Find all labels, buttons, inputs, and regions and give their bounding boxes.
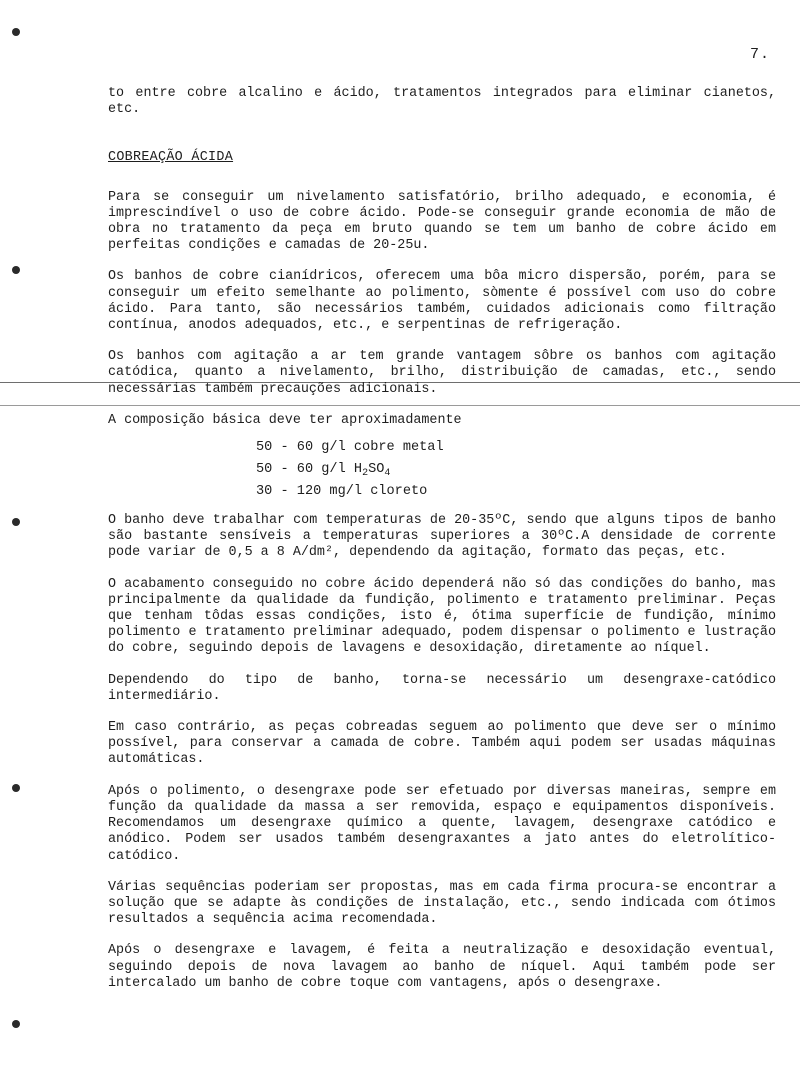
intro-paragraph: to entre cobre alcalino e ácido, tratamentos integrados para eliminar cianetos, etc. — [108, 86, 776, 118]
paragraph-7: Dependendo do tipo de banho, torna-se necessário um desengraxe-catódico intermediário. — [108, 672, 776, 704]
paragraph-1: Para se conseguir um nivelamento satisfatório, brilho adequado, e economia, é imprescindível o uso de cobre ácido. Pode-se conseguir grande economia de mão de obra no tratamento da peça em bruto quando se tem um banho de cobre ácido em perfeitas condições e camadas de 20-25u. — [108, 189, 776, 254]
punch-hole-mark — [12, 518, 20, 526]
paragraph-6: O acabamento conseguido no cobre ácido dependerá não só das condições do banho, mas principalmente da qualidade da fundição, polimento e tratamento preliminar. Peças que tenham tôdas essas condições, isto é, ótima superfície de fundição, mínimo polimento e tratamento preliminar adequado, podem dispensar o polimento e lustração do cobre, seguindo depois de lavagens e desoxidação, diretamente ao níquel. — [108, 576, 776, 657]
composition-line: 50 - 60 g/l $H_2SO_4$ — [256, 462, 391, 480]
document-body — [108, 86, 776, 992]
page-number: 7. — [749, 46, 770, 63]
paragraph-10: Várias sequências poderiam ser propostas, mas em cada firma procura-se encontrar a solução que se adapte às condições de instalação, etc., sendo indicada com ótimos resultados a sequência acima recomendada. — [108, 879, 776, 928]
punch-hole-mark — [12, 266, 20, 274]
paragraph-2: Os banhos de cobre cianídricos, oferecem uma bôa micro dispersão, porém, para se conseguir um efeito semelhante ao polimento, sòmente é possível com uso do cobre ácido. Para tanto, são necessários também, cuidados adicionais como filtração contínua, anodos adequados, etc., e serpentinas de refrigeração. — [108, 269, 776, 334]
composition-line: 50 - 60 g/l cobre metal — [256, 440, 444, 456]
paragraph-8: Em caso contrário, as peças cobreadas seguem ao polimento que deve ser o mínimo possível, para conservar a camada de cobre. Também aqui podem ser usadas máquinas automáticas. — [108, 720, 776, 768]
composition-list — [256, 437, 776, 503]
paragraph-4: A composição básica deve ter aproximadamente — [108, 412, 462, 428]
paragraph-5: O banho deve trabalhar com temperaturas de 20-35ºC, sendo que alguns tipos de banho são bastante sensíveis a temperaturas superiores a 30ºC.A densidade de corrente pode variar de 0,5 a 8 A/dm², dependendo da agitação, formato das peças, etc. — [108, 513, 776, 561]
punch-hole-mark — [12, 1020, 20, 1028]
punch-hole-mark — [12, 784, 20, 792]
composition-line: 30 - 120 mg/l cloreto — [256, 484, 428, 500]
paragraph-9: Após o polimento, o desengraxe pode ser efetuado por diversas maneiras, sempre em função da qualidade da massa a ser removida, espaço e equipamentos disponíveis. Recomendamos um desengraxe químico a quente, lavagem, desengraxe catódico e anódico. Podem ser usados também desengraxantes a jato antes do eletrolítico-catódico. — [108, 783, 776, 864]
section-heading: COBREAÇÃO ÁCIDA — [108, 150, 234, 166]
paragraph-3: Os banhos com agitação a ar tem grande vantagem sôbre os banhos com agitação catódica, quanto a nivelamento, brilho, distribuição de camadas, etc., sendo necessárias também precauções adicionais. — [108, 349, 776, 397]
punch-hole-mark — [12, 28, 20, 36]
paragraph-11: Após o desengraxe e lavagem, é feita a neutralização e desoxidação eventual, seguindo depois de nova lavagem ao banho de níquel. Aqui também pode ser intercalado um banho de cobre toque com vantagens, após o desengraxe. — [108, 943, 776, 991]
